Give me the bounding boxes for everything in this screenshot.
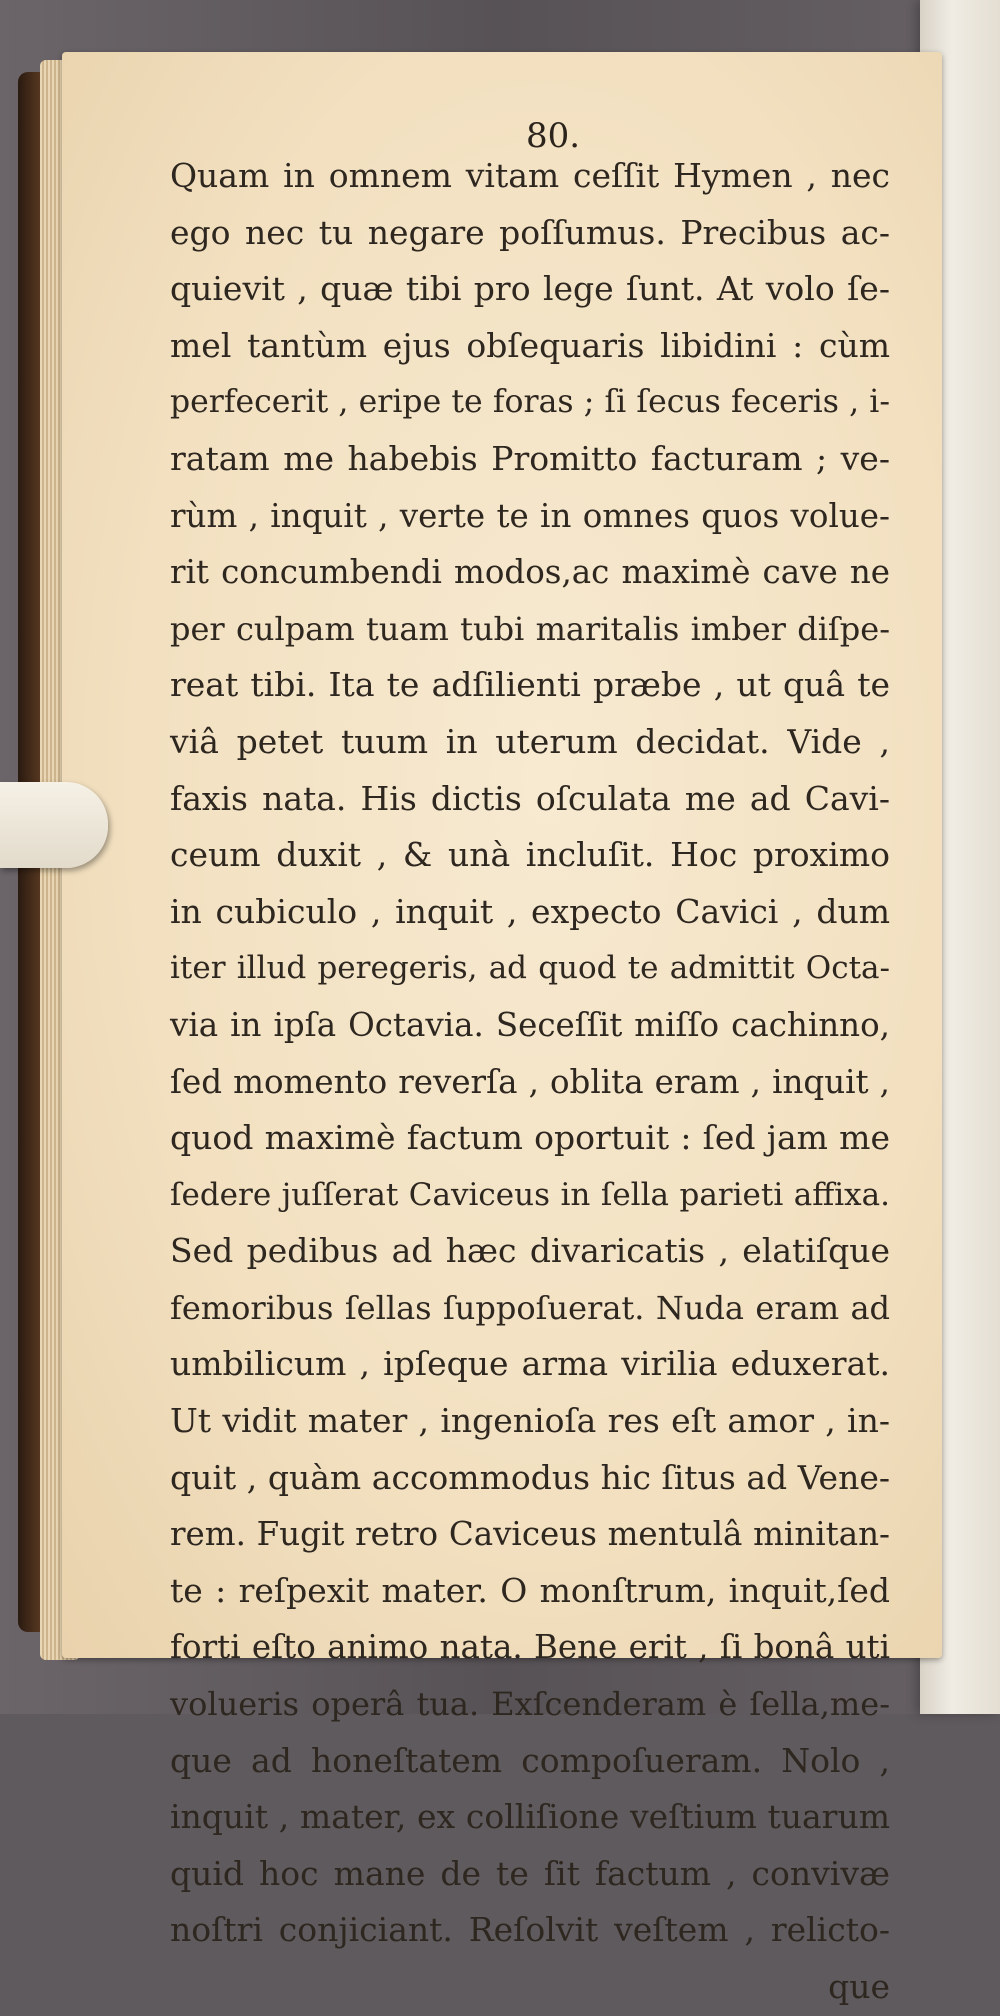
text-line: via in ipſa Octavia. Seceſſit miſſo cachinno, <box>170 1005 890 1044</box>
text-line: inquit , mater, ex colliſione veſtium tuarum <box>170 1797 890 1837</box>
text-line: quievit , quæ tibi pro lege ſunt. At volo ſe- <box>170 269 890 309</box>
text-line: perfecerit , eripe te foras ; ſi ſecus feceris , i- <box>170 384 890 421</box>
text-line: quit , quàm accommodus hic ſitus ad Vene- <box>170 1457 890 1497</box>
text-line: quid hoc mane de te ſit factum , convivæ <box>170 1853 890 1893</box>
text-line: ſed momento reverſa , oblita eram , inquit , <box>170 1062 890 1101</box>
text-line: noſtri conjiciant. Reſolvit veſtem , relicto- <box>170 1910 890 1950</box>
text-line: Sed pedibus ad hæc divaricatis , elatiſque <box>170 1231 890 1271</box>
text-line: Ut vidit mater , ingenioſa res eſt amor , in- <box>170 1401 890 1441</box>
text-line: per culpam tuam tubi maritalis imber diſpe- <box>170 609 890 648</box>
text-line: femoribus ſellas ſuppoſuerat. Nuda eram ad <box>170 1288 890 1327</box>
page-number: 80. <box>526 116 581 156</box>
text-line: te : reſpexit mater. O monſtrum, inquit,ſed <box>170 1570 890 1610</box>
text-line: umbilicum , ipſeque arma virilia eduxerat. <box>170 1344 890 1384</box>
page-text <box>170 148 890 2016</box>
text-line: rem. Fugit retro Caviceus mentulâ minitan- <box>170 1515 890 1554</box>
text-line: que ad honeſtatem compoſueram. Nolo , <box>170 1740 890 1780</box>
text-line: volueris operâ tua. Exſcenderam è ſella,me- <box>170 1685 890 1724</box>
text-line: ſedere juſſerat Caviceus in ſella parieti affixa. <box>170 1176 890 1213</box>
text-line: forti eſto animo nata. Bene erit , ſi bonâ uti <box>170 1628 890 1667</box>
text-line: ceum duxit , & unà incluſit. Hoc proximo <box>170 835 890 875</box>
text-line: ego nec tu negare poſſumus. Precibus ac- <box>170 212 890 252</box>
text-line: quod maximè factum oportuit : ſed jam me <box>170 1118 890 1158</box>
text-line: mel tantùm ejus obſequaris libidini : cùm <box>170 325 890 365</box>
text-line: ratam me habebis Promitto facturam ; ve- <box>170 438 890 478</box>
page-clip <box>0 782 108 868</box>
text-line: rùm , inquit , verte te in omnes quos volue- <box>170 496 890 535</box>
text-line: faxis nata. His dictis oſculata me ad Cavi- <box>170 778 890 818</box>
text-line: rit concumbendi modos,ac maximè cave ne <box>170 553 890 592</box>
catchword: que <box>828 1967 890 2006</box>
text-line: Quam in omnem vitam ceſſit Hymen , nec <box>170 156 890 195</box>
text-line: viâ petet tuum in uterum decidat. Vide , <box>170 721 890 761</box>
text-line: reat tibi. Ita te adſilienti præbe , ut quâ te <box>170 665 890 705</box>
text-line: in cubiculo , inquit , expecto Cavici , dum <box>170 891 890 931</box>
text-line: iter illud peregeris, ad quod te admittit Octa- <box>170 950 890 987</box>
